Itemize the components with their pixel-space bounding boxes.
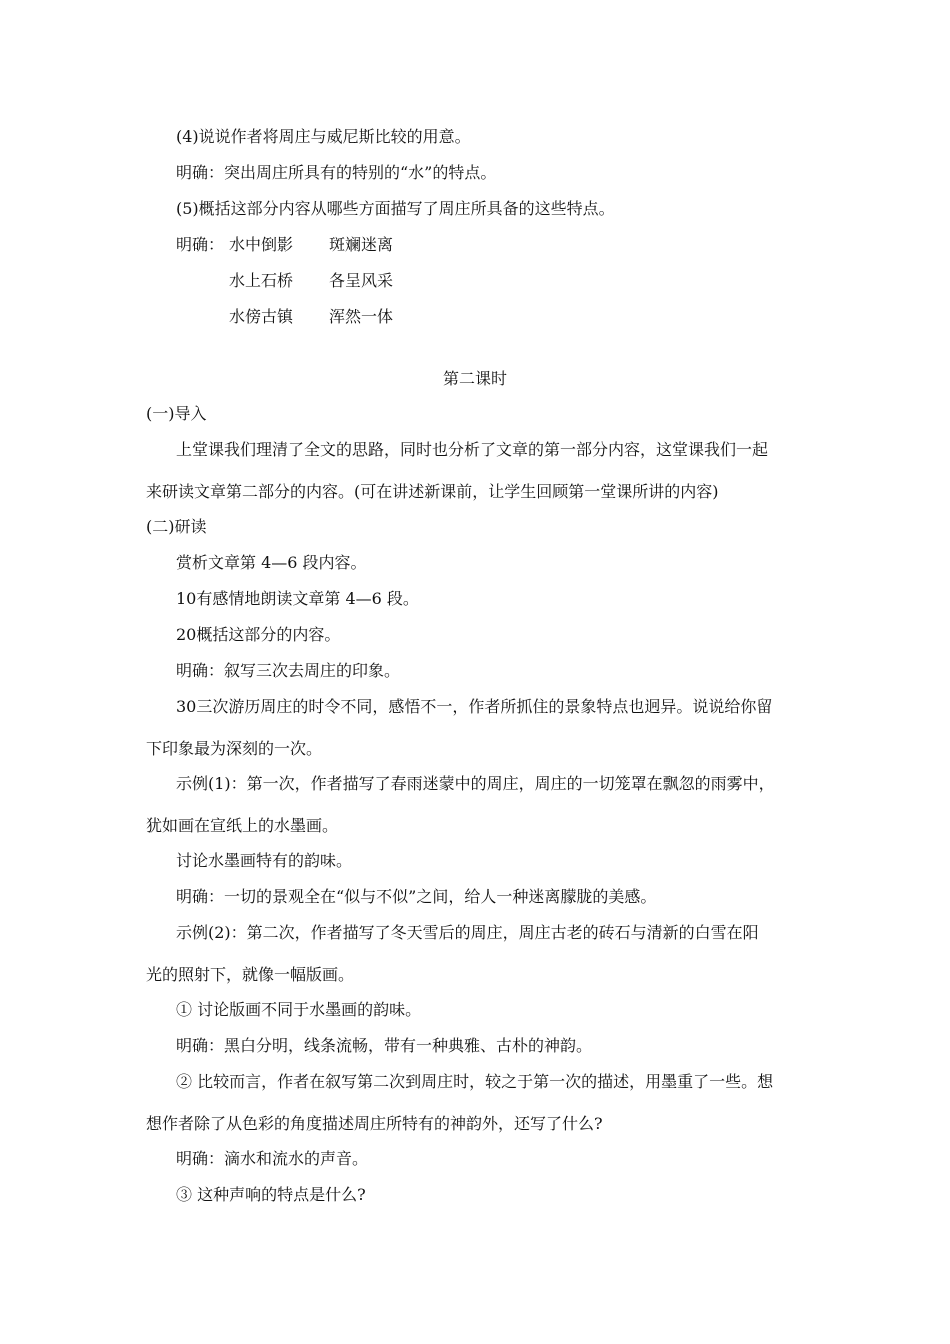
- table-cell: 水中倒影: [229, 235, 294, 254]
- answer-4: 明确：突出周庄所具有的特别的“水”的特点。: [176, 163, 497, 182]
- circled-item-3: ③ 这种声响的特点是什么?: [176, 1185, 366, 1204]
- section-title: 第二课时: [442, 369, 507, 388]
- answer-label: 明确：: [176, 235, 225, 254]
- question-4: (4)说说作者将周庄与威尼斯比较的用意。: [176, 127, 471, 146]
- answer-line: 明确：黑白分明，线条流畅，带有一种典雅、古朴的神韵。: [176, 1036, 593, 1055]
- example-2-line-2: 光的照射下，就像一幅版画。: [146, 965, 355, 984]
- table-cell: 水傍古镇: [229, 307, 294, 326]
- table-cell: 水上石桥: [229, 271, 294, 290]
- question-5: (5)概括这部分内容从哪些方面描写了周庄所具备的这些特点。: [176, 199, 615, 218]
- example-1-line-2: 犹如画在宣纸上的水墨画。: [146, 816, 339, 835]
- answer-5-row-1: [176, 234, 393, 256]
- study-line: 赏析文章第 4—6 段内容。: [176, 553, 367, 572]
- table-cell: 浑然一体: [329, 307, 394, 326]
- answer-5-row-3: [176, 306, 393, 328]
- answer-line: 明确：滴水和流水的声音。: [176, 1149, 369, 1168]
- study-line: 20概括这部分的内容。: [176, 625, 341, 644]
- example-1-line-1: 示例(1)：第一次，作者描写了春雨迷蒙中的周庄，周庄的一切笼罩在飘忽的雨雾中，: [176, 774, 775, 793]
- answer-5-row-2: [176, 270, 393, 292]
- study-line: 下印象最为深刻的一次。: [146, 739, 323, 758]
- circled-item-1: ① 讨论版画不同于水墨画的韵味。: [176, 1000, 422, 1019]
- study-line: 10有感情地朗读文章第 4—6 段。: [176, 589, 419, 608]
- intro-paragraph-line-1: 上堂课我们理清了全文的思路，同时也分析了文章的第一部分内容，这堂课我们一起: [176, 440, 769, 459]
- example-2-line-1: 示例(2)：第二次，作者描写了冬天雪后的周庄，周庄古老的砖石与清新的白雪在阳: [176, 923, 759, 942]
- study-line: 明确：叙写三次去周庄的印象。: [176, 661, 401, 680]
- answer-line: 明确：一切的景观全在“似与不似”之间，给人一种迷离朦胧的美感。: [176, 887, 657, 906]
- circled-item-2-line-2: 想作者除了从色彩的角度描述周庄所特有的神韵外，还写了什么?: [146, 1114, 603, 1133]
- table-cell: 斑斓迷离: [329, 235, 394, 254]
- discussion-line: 讨论水墨画特有的韵味。: [176, 851, 353, 870]
- circled-item-2-line-1: ② 比较而言，作者在叙写第二次到周庄时，较之于第一次的描述，用墨重了一些。想: [176, 1072, 774, 1091]
- intro-heading: (一)导入: [146, 404, 207, 423]
- intro-paragraph-line-2: 来研读文章第二部分的内容。(可在讲述新课前，让学生回顾第一堂课所讲的内容): [146, 482, 719, 501]
- table-cell: 各呈风采: [329, 271, 394, 290]
- study-heading: (二)研读: [146, 517, 207, 536]
- study-line: 30三次游历周庄的时令不同，感悟不一，作者所抓住的景象特点也迥异。说说给你留: [176, 697, 773, 716]
